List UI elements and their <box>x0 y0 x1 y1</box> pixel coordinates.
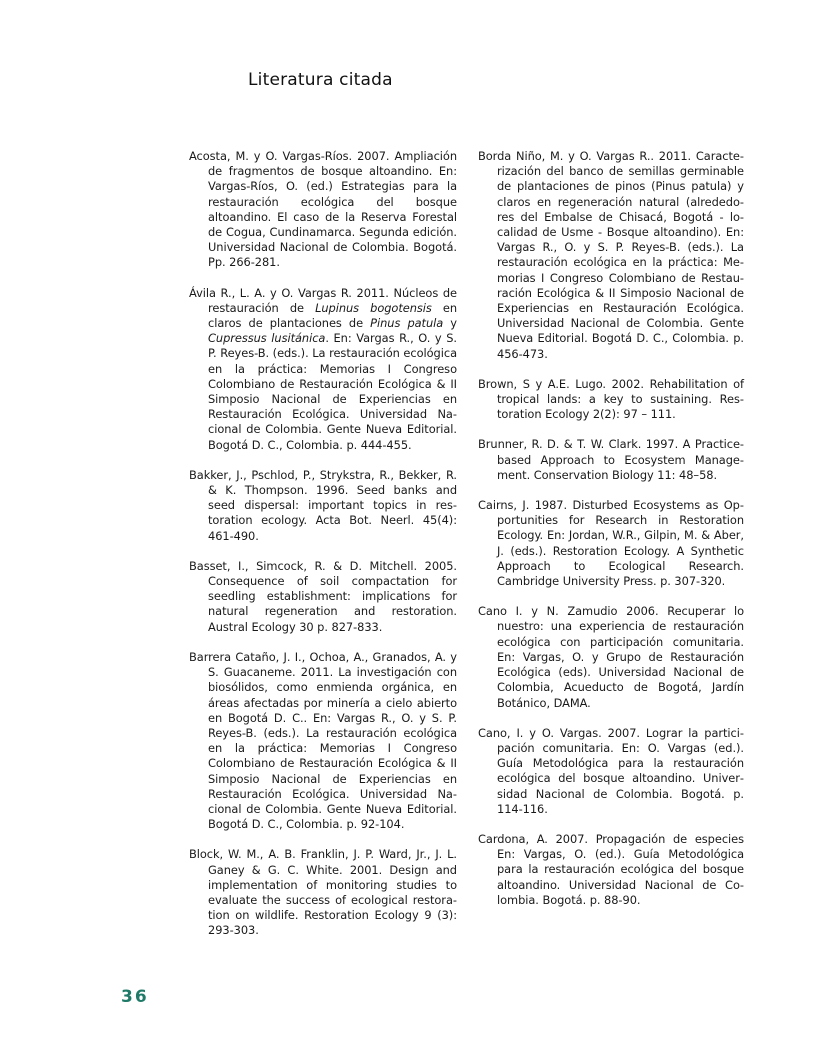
reference-text: Ávila R., L. A. y O. Vargas R. 2011. Núcleos de restauración de <box>189 285 457 315</box>
reference-text: Barrera Cataño, J. I., Ochoa, A., Granados, A. y S. Guacaneme. 2011. La investigación con biosólidos, como enmienda orgánica, en áreas afectadas por minería a cielo abierto en Bogotá D. C.. En: Vargas R., O. y S. P. Reyes-B. (eds.). La restauración ecológica en la práctica: Memorias I Congreso Colombiano de Restauración Ecológica & II Simposio Nacional de Experiencias en Restauración Ecológica. Universidad Nacional de Colombia. Gente Nueva Editorial. Bogotá D. C., Colombia. p. 92-104. <box>189 649 457 832</box>
references-column-right <box>478 149 744 923</box>
reference-text: Acosta, M. y O. Vargas-Ríos. 2007. Ampliación de fragmentos de bosque altoandino. En: Vargas-Ríos, O. (ed.) Estrategias para la restauración ecológica del bosque altoandino. El caso de la Reserva Forestal de Cogua, Cundinamarca. Segunda edición. Universidad Nacional de Colombia. Bogotá. Pp. 266-281. <box>189 149 457 270</box>
reference-text: en claros de plantaciones de <box>208 300 458 331</box>
reference-entry <box>478 149 744 362</box>
page-number: 36 <box>121 987 149 1007</box>
reference-text: Basset, I., Simcock, R. & D. Mitchell. 2005. Consequence of soil compactation for seedling establishment: implications for natural regeneration and restoration. Austral Ecology 30 p. 827-833. <box>189 558 457 634</box>
reference-entry <box>189 650 457 832</box>
species-name: Cupressus lusitánica <box>208 331 326 346</box>
references-column-left <box>189 149 457 954</box>
reference-text: Cairns, J. 1987. Disturbed Ecosystems as Opportunities for Research in Restoration Ecology. En: Jordan, W.R., Gilpin, M. & Aber, J. (eds.). Restoration Ecology. A Synthetic Approach to Ecological Research. Cambridge University Press. p. 307-320. <box>478 498 744 589</box>
reference-entry <box>189 847 457 938</box>
reference-text: Block, W. M., A. B. Franklin, J. P. Ward, Jr., J. L. Ganey & G. C. White. 2001. Design and implementation of monitoring studies to evaluate the success of ecological restoration on wildlife. Restoration Ecology 9 (3): 293-303. <box>189 847 457 938</box>
reference-entry <box>478 377 744 423</box>
reference-entry <box>189 559 457 635</box>
reference-text: y <box>443 316 457 331</box>
page-title: Literatura citada <box>248 70 393 90</box>
species-name: Lupinus bogotensis <box>315 300 432 315</box>
reference-entry <box>189 286 457 453</box>
reference-text: Cano, I. y O. Vargas. 2007. Lograr la participación comunitaria. En: O. Vargas (ed.). Guía Metodológica para la restauración ecológica del bosque altoandino. Universidad Nacional de Colombia. Bogotá. p. 114-116. <box>478 725 744 816</box>
reference-entry <box>478 437 744 483</box>
reference-text: Bakker, J., Pschlod, P., Strykstra, R., Bekker, R. & K. Thompson. 1996. Seed banks and seed dispersal: important topics in restoration ecology. Acta Bot. Neerl. 45(4): 461-490. <box>189 467 457 543</box>
reference-entry <box>478 832 744 908</box>
reference-text: Brown, S y A.E. Lugo. 2002. Rehabilitation of tropical lands: a key to sustaining. Restoration Ecology 2(2): 97 – 111. <box>478 376 744 422</box>
reference-text: Cardona, A. 2007. Propagación de especies En: Vargas, O. (ed.). Guía Metodológica para la restauración ecológica del bosque altoandino. Universidad Nacional de Colombia. Bogotá. p. 88-90. <box>478 831 744 907</box>
reference-entry <box>478 498 744 589</box>
reference-text: . En: Vargas R., O. y S. P. Reyes-B. (eds.). La restauración ecológica en la práctica: Memorias I Congreso Colombiano de Restauración Ecológica & II Simposio Nacional de Experiencias en Restauración Ecológica. Universidad Nacional de Colombia. Gente Nueva Editorial. Bogotá D. C., Colombia. p. 444-455. <box>208 331 457 452</box>
reference-text: Borda Niño, M. y O. Vargas R.. 2011. Caracterización del banco de semillas germinable de plantaciones de pinos (Pinus patula) y claros en regeneración natural (alrededores del Embalse de Chisacá, Bogotá - localidad de Usme - Bosque altoandino). En: Vargas R., O. y S. P. Reyes-B. (eds.). La restauración ecológica en la práctica: Memorias I Congreso Colombiano de Restauración Ecológica & II Simposio Nacional de Experiencias en Restauración Ecológica. Universidad Nacional de Colombia. Gente Nueva Editorial. Bogotá D. C., Colombia. p. 456-473. <box>478 149 744 361</box>
species-name: Pinus patula <box>370 316 444 331</box>
reference-entry <box>478 604 744 710</box>
reference-entry <box>478 726 744 817</box>
reference-entry <box>189 149 457 271</box>
reference-text: Cano I. y N. Zamudio 2006. Recuperar lo nuestro: una experiencia de restauración ecológica con participación comunitaria. En: Vargas, O. y Grupo de Restauración Ecológica (eds). Universidad Nacional de Colombia, Acueducto de Bogotá, Jardín Botánico, DAMA. <box>478 604 744 710</box>
reference-text: Brunner, R. D. & T. W. Clark. 1997. A Practice-based Approach to Ecosystem Management. Conservation Biology 11: 48–58. <box>478 437 744 482</box>
reference-entry <box>189 468 457 544</box>
